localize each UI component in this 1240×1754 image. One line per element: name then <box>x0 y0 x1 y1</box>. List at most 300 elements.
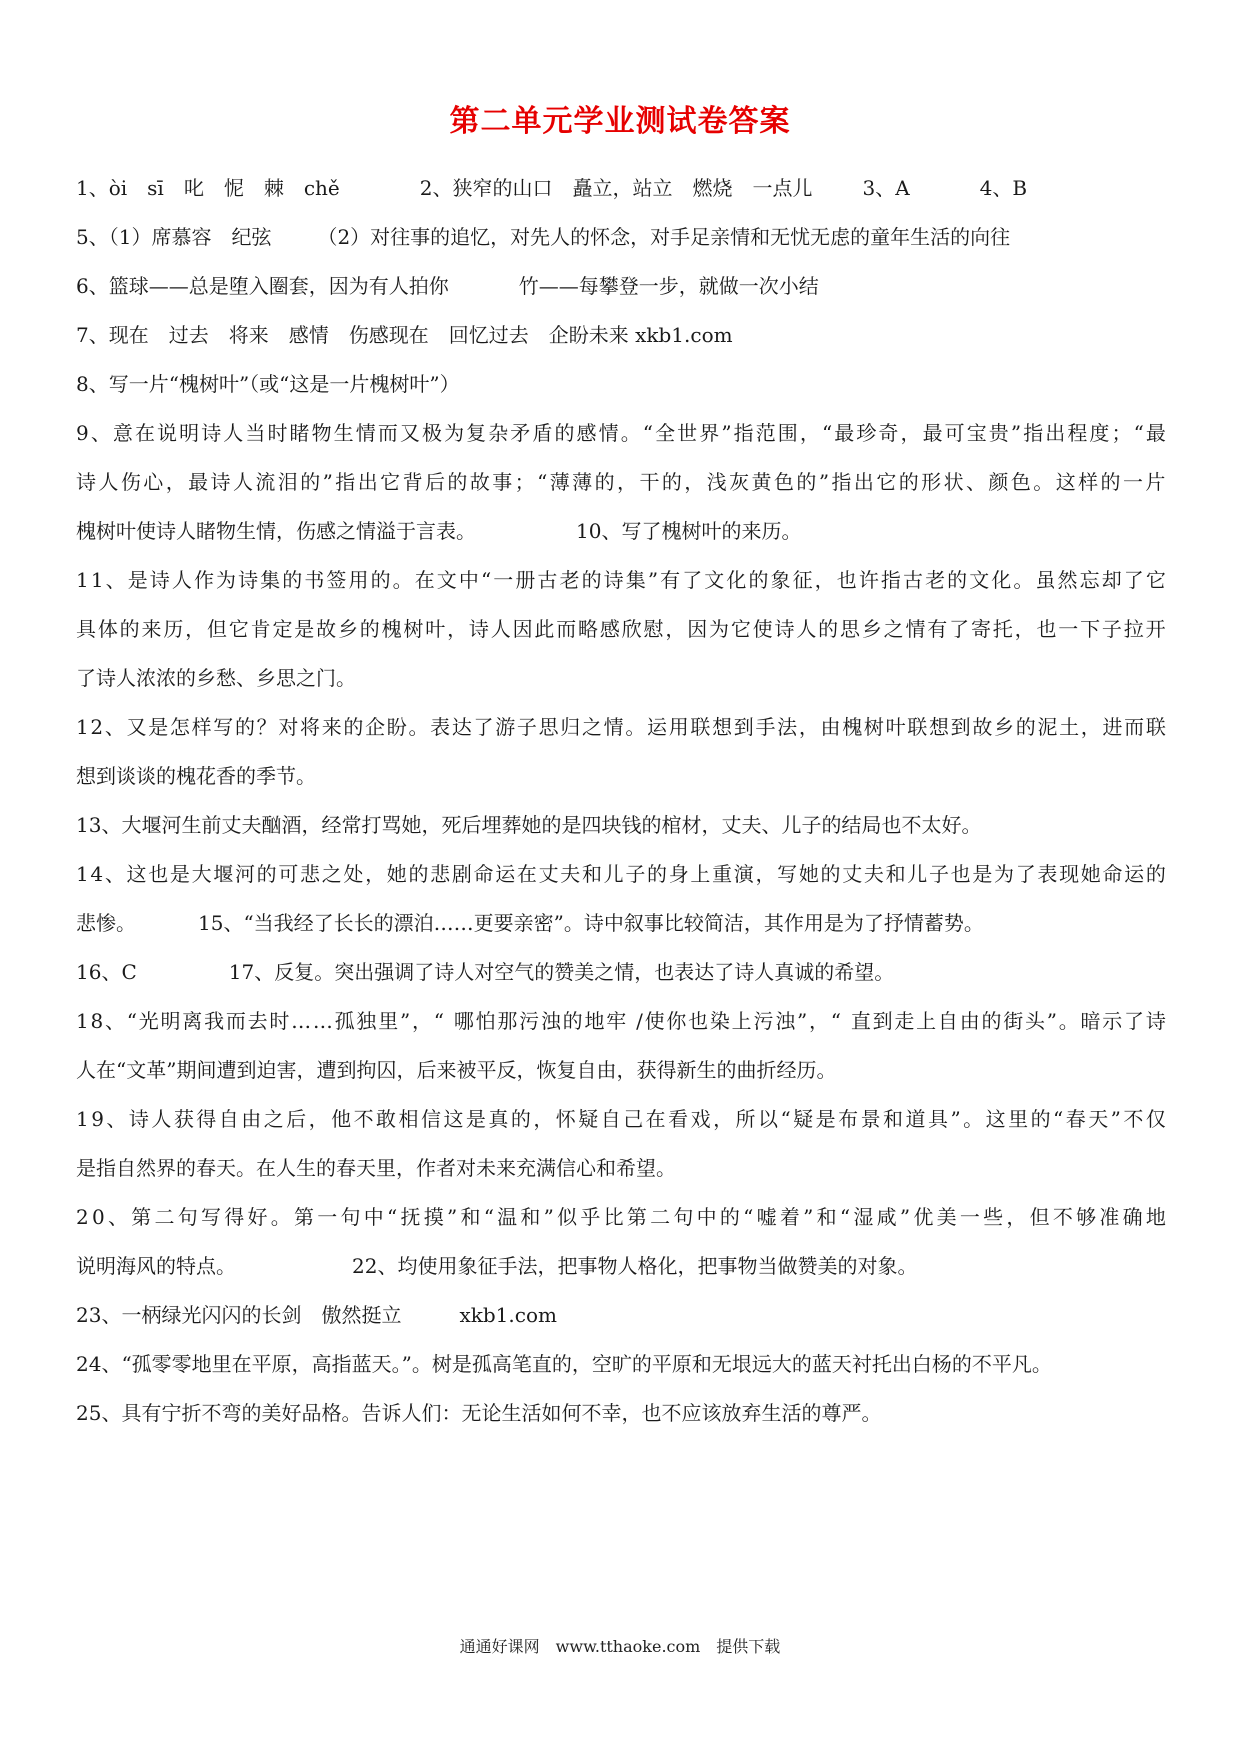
answer-char: 和 <box>885 862 906 886</box>
answer-char: 征 <box>792 568 813 592</box>
answer-char: 子 <box>1101 617 1122 641</box>
answer-char: “ <box>537 470 548 494</box>
answer-char: 嘘 <box>756 1205 777 1229</box>
answer-char: 界 <box>699 421 720 445</box>
answer-char: 1 <box>76 715 89 739</box>
answer-char: 有 <box>927 617 948 641</box>
answer-char: 用 <box>668 715 689 739</box>
answer-char: 命 <box>1102 862 1123 886</box>
answer-char: 的 <box>562 1009 583 1033</box>
answer-char: 出 <box>853 470 874 494</box>
answer-char: ， <box>617 470 638 494</box>
answer-char: 的 <box>343 715 364 739</box>
answer-char: 她 <box>798 862 819 886</box>
answer-char: 集 <box>625 568 646 592</box>
answer-char: 生 <box>333 421 354 445</box>
answer-char: 看 <box>668 1107 689 1131</box>
answer-line <box>76 948 1166 997</box>
answer-char: 因 <box>687 617 708 641</box>
answer-char: 也 <box>950 862 971 886</box>
answer-char: “ <box>821 421 833 445</box>
answer-char: 古 <box>537 568 558 592</box>
answer-char: 写 <box>200 1205 221 1229</box>
answer-char: 1 <box>76 1009 89 1033</box>
answer-text: 5、（1）席慕容 纪弦 <box>76 225 272 249</box>
answer-line <box>76 1389 1166 1438</box>
answer-char: 是 <box>972 862 993 886</box>
answer-char: 疑 <box>793 1107 814 1131</box>
answer-char: 寄 <box>970 617 991 641</box>
answer-char: ， <box>814 568 835 592</box>
answer-line <box>76 507 1166 556</box>
answer-char: 时 <box>269 1009 290 1033</box>
answer-char: 也 <box>688 1009 709 1033</box>
answer-char: 一 <box>1058 617 1079 641</box>
answer-text: 22、均使用象征手法，把事物人格化，把事物当做赞美的对象。 <box>352 1254 918 1278</box>
answer-char: 在 <box>414 568 435 592</box>
answer-char: 乡 <box>994 715 1015 739</box>
answer-char: 宝 <box>966 421 987 445</box>
answer-char: 指 <box>880 568 901 592</box>
answer-char: 然 <box>1057 568 1078 592</box>
answer-line <box>76 899 1166 948</box>
answer-char: “ <box>480 568 492 592</box>
answer-char: 这 <box>443 1107 464 1131</box>
answer-char: “ <box>126 1009 137 1033</box>
answer-char: 物 <box>311 421 332 445</box>
answer-char: 范 <box>755 421 776 445</box>
answer-char: 地 <box>1145 1205 1166 1229</box>
answer-char: 的 <box>447 470 468 494</box>
answer-char: ， <box>799 421 820 445</box>
answer-char: 怎 <box>169 715 190 739</box>
answer-char: 运 <box>495 862 516 886</box>
answer-char: 化 <box>726 568 747 592</box>
answer-char: 杂 <box>488 421 509 445</box>
answer-text: 是指自然界的春天。在人生的春天里，作者对未来充满信心和希望。 <box>76 1156 676 1180</box>
answer-char: 使 <box>644 1009 665 1033</box>
answer-char: 情 <box>905 617 926 641</box>
answer-line <box>76 458 1166 507</box>
answer-char: 最 <box>1145 421 1166 445</box>
answer-char: 在 <box>645 1107 666 1131</box>
answer-char: 体 <box>97 617 118 641</box>
answer-char: 你 <box>666 1009 687 1033</box>
answer-char: 泥 <box>1037 715 1058 739</box>
answer-char: 想 <box>928 715 949 739</box>
answer-char: 而 <box>225 1009 246 1033</box>
answer-char: ， <box>1080 715 1101 739</box>
answer-text: 13、大堰河生前丈夫酗酒，经常打骂她，死后埋葬她的是四块钱的棺材，丈夫、儿子的结局也不太好。 <box>76 813 982 837</box>
answer-char: 又 <box>126 715 147 739</box>
answer-char: 夫 <box>560 862 581 886</box>
answer-text: 23、一柄绿光闪闪的长剑 傲然挺立 <box>76 1303 402 1327</box>
answer-char: 的 <box>898 470 919 494</box>
answer-char: 写 <box>777 862 798 886</box>
answer-char: 。 <box>408 715 429 739</box>
answer-char: 、 <box>104 715 125 739</box>
answer-char: 相 <box>398 1107 419 1131</box>
answer-char: ， <box>755 862 776 886</box>
answer-char: 不 <box>353 1107 374 1131</box>
answer-char: 抚 <box>400 1205 421 1229</box>
answer-char: 的 <box>1100 470 1121 494</box>
answer-char: 却 <box>1101 568 1122 592</box>
answer-char: 诗 <box>603 568 624 592</box>
answer-line <box>76 1340 1166 1389</box>
answer-char: 。 <box>392 568 413 592</box>
answer-char: ， <box>411 1009 432 1033</box>
answer-text: 7、现在 过去 将来 感情 伤感现在 回忆过去 企盼未来 xkb1.com <box>76 323 733 347</box>
answer-char: 状 <box>943 470 964 494</box>
answer-char: 伤 <box>120 470 141 494</box>
answer-char: 1 <box>76 568 89 592</box>
answer-char: 为 <box>709 617 730 641</box>
answer-char: 诗 <box>238 568 259 592</box>
answer-text: 24、“孤零零地里在平原，高指蓝天。”。树是孤高笔直的，空旷的平原和无垠远大的蓝天衬托出白杨的不平凡。 <box>76 1352 1052 1376</box>
answer-char: 。 <box>620 421 641 445</box>
answer-char: 色 <box>773 470 794 494</box>
answer-char: 疑 <box>578 1107 599 1131</box>
answer-char: 心 <box>143 470 164 494</box>
answer-char: 的 <box>820 862 841 886</box>
answer-char: 敢 <box>376 1107 397 1131</box>
answer-char: 丈 <box>538 862 559 886</box>
answer-char: 第 <box>131 1205 152 1229</box>
answer-char: 和 <box>520 1205 541 1229</box>
answer-line <box>76 1144 1166 1193</box>
answer-char: 联 <box>1145 715 1166 739</box>
answer-char: 可 <box>278 862 299 886</box>
answer-char: 现 <box>1059 862 1080 886</box>
answer-char: 最 <box>188 470 209 494</box>
answer-char: ” <box>803 1205 814 1229</box>
answer-char: 运 <box>1124 862 1145 886</box>
answer-char: 己 <box>623 1107 644 1131</box>
answer-char: 有 <box>660 568 681 592</box>
answer-char: 是 <box>169 862 190 886</box>
answer-text: 竹——每攀登一步，就做一次小结 <box>518 274 819 298</box>
answer-char: 矛 <box>510 421 531 445</box>
answer-char: 头 <box>1024 1009 1045 1033</box>
answer-char: 土 <box>1059 715 1080 739</box>
answer-char: 自 <box>600 1107 621 1131</box>
answer-char: 地 <box>584 1009 605 1033</box>
answer-char: “ <box>1133 421 1144 445</box>
answer-char: 够 <box>1076 1205 1097 1229</box>
answer-line <box>76 752 1166 801</box>
answer-char: 夫 <box>863 862 884 886</box>
answer-char: ” <box>647 568 659 592</box>
answer-char: 4 <box>90 862 104 886</box>
answer-char: 独 <box>356 1009 377 1033</box>
answer-char: 虽 <box>1035 568 1056 592</box>
answer-char: 天 <box>1088 1107 1109 1131</box>
answer-char: 命 <box>473 862 494 886</box>
answer-char: 摸 <box>423 1205 444 1229</box>
answer-text: 说明海风的特点。 <box>76 1254 236 1278</box>
answer-char: 、 <box>105 568 126 592</box>
answer-char: 进 <box>1102 715 1123 739</box>
answer-char: 牢 <box>606 1009 627 1033</box>
answer-char: 拉 <box>1123 617 1144 641</box>
answer-char: 最 <box>834 421 855 445</box>
answer-char: 文 <box>436 568 457 592</box>
answer-char: 之 <box>321 862 342 886</box>
answer-char: ， <box>808 1009 829 1033</box>
answer-char: 浅 <box>706 470 727 494</box>
answer-char: 了 <box>682 568 703 592</box>
answer-char: 和 <box>460 1205 481 1229</box>
answer-char: 二 <box>650 1205 671 1229</box>
answer-line <box>76 1242 1166 1291</box>
answer-char: 准 <box>1099 1205 1120 1229</box>
answer-char: 指 <box>335 470 356 494</box>
answer-char: 归 <box>560 715 581 739</box>
answer-char: 确 <box>1122 1205 1143 1229</box>
answer-char: 走 <box>894 1009 915 1033</box>
answer-char: 儿 <box>603 862 624 886</box>
answer-char: ” <box>1010 421 1022 445</box>
answer-char: 诗 <box>210 470 231 494</box>
answer-char: 得 <box>196 1107 217 1131</box>
answer-char: 到 <box>872 1009 893 1033</box>
answer-char: 悲 <box>300 862 321 886</box>
answer-char: ” <box>543 1205 554 1229</box>
answer-char: 指 <box>733 421 754 445</box>
answer-char: 感 <box>576 421 597 445</box>
answer-char: 表 <box>1037 862 1058 886</box>
answer-char: ” <box>399 1009 411 1033</box>
answer-char: 人 <box>223 421 244 445</box>
answer-line <box>76 850 1166 899</box>
answer-char: “ <box>433 1009 444 1033</box>
answer-char: ， <box>533 1107 554 1131</box>
answer-char: 但 <box>206 617 227 641</box>
answer-text: 2、狭窄的山口 矗立，站立 燃烧 一点儿 <box>419 176 813 200</box>
answer-char: 叶 <box>885 715 906 739</box>
answer-char: 污 <box>519 1009 540 1033</box>
answer-char: 片 <box>1145 470 1166 494</box>
answer-char: 0 <box>91 1205 105 1229</box>
answer-char: 将 <box>300 715 321 739</box>
answer-char: 着 <box>779 1205 800 1229</box>
answer-char: 自 <box>218 1107 239 1131</box>
answer-char: 的 <box>282 568 303 592</box>
answer-char: 它 <box>1145 568 1166 592</box>
answer-char: 达 <box>451 715 472 739</box>
answer-char: 的 <box>647 862 668 886</box>
answer-char: 演 <box>733 862 754 886</box>
answer-char: 感 <box>599 617 620 641</box>
answer-char: 乡 <box>861 617 882 641</box>
answer-char: 的 <box>554 421 575 445</box>
answer-char: 出 <box>357 470 378 494</box>
answer-char: 使 <box>752 617 773 641</box>
answer-line <box>76 1046 1166 1095</box>
answer-char: 、 <box>106 1107 127 1131</box>
answer-char: 之 <box>581 715 602 739</box>
answer-char: 睹 <box>289 421 310 445</box>
answer-char: 、 <box>105 1009 125 1033</box>
answer-char: 。 <box>270 1205 291 1229</box>
answer-char: 戏 <box>690 1107 711 1131</box>
answer-char: 河 <box>234 862 255 886</box>
answer-char: 9 <box>76 421 89 445</box>
answer-char: 的 <box>510 1107 531 1131</box>
answer-char: 联 <box>907 715 928 739</box>
answer-line <box>76 654 1166 703</box>
answer-char: 布 <box>838 1107 859 1131</box>
answer-char: 的 <box>796 470 817 494</box>
answer-char: 上 <box>731 1009 752 1033</box>
answer-char: 光 <box>138 1009 159 1033</box>
answer-char: 它 <box>876 470 897 494</box>
answer-char: 和 <box>581 862 602 886</box>
answer-char: 的 <box>1145 862 1166 886</box>
answer-char: 欣 <box>621 617 642 641</box>
answer-char: 故 <box>316 617 337 641</box>
answer-char: 指 <box>831 470 852 494</box>
answer-char: 样 <box>1078 470 1099 494</box>
answer-char: 慰 <box>643 617 664 641</box>
answer-char: 后 <box>424 470 445 494</box>
answer-char: ” <box>1110 1107 1121 1131</box>
answer-text: 15、“当我经了长长的漂泊……更要亲密”。诗中叙事比较简洁，其作用是为了抒情蓄势。 <box>198 911 984 935</box>
answer-char: 中 <box>458 568 479 592</box>
answer-char: 集 <box>260 568 281 592</box>
answer-char: 和 <box>883 1107 904 1131</box>
answer-char: 是 <box>294 617 315 641</box>
answer-char: 离 <box>182 1009 203 1033</box>
answer-char: 奇 <box>878 421 899 445</box>
answer-char: 示 <box>1102 1009 1123 1033</box>
answer-char: “ <box>386 1205 398 1229</box>
answer-char: 。 <box>625 715 646 739</box>
answer-char: 诗 <box>1145 1009 1166 1033</box>
answer-text: 17、反复。突出强调了诗人对空气的赞美之情，也表达了诗人真诚的希望。 <box>228 960 895 984</box>
answer-char: 故 <box>972 715 993 739</box>
answer-char: 来 <box>321 715 342 739</box>
answer-char: 、 <box>90 421 111 445</box>
answer-char: “ <box>483 1205 494 1229</box>
answer-char: 情 <box>598 421 619 445</box>
answer-char: 又 <box>399 421 420 445</box>
answer-char: 了 <box>473 715 494 739</box>
answer-char: 悲 <box>430 862 451 886</box>
answer-char: 世 <box>677 421 698 445</box>
answer-text: 3、A <box>862 176 910 200</box>
answer-char: 因 <box>512 617 533 641</box>
answer-char: 也 <box>836 568 857 592</box>
answer-char: 时 <box>267 421 288 445</box>
answer-char: 些 <box>983 1205 1004 1229</box>
answer-line <box>76 213 1166 262</box>
answer-char: 出 <box>1045 421 1066 445</box>
answer-char: ， <box>447 617 468 641</box>
answer-char: ” <box>446 1205 458 1229</box>
answer-char: 之 <box>883 617 904 641</box>
answer-char: ， <box>900 421 921 445</box>
answer-line <box>76 409 1166 458</box>
page-footer: 通通好课网 www.tthaoke.com 提供下载 <box>459 1637 781 1656</box>
answer-char: 丈 <box>842 862 863 886</box>
answer-char: 人 <box>151 1107 172 1131</box>
answer-char: “ <box>780 1107 791 1131</box>
answer-line <box>76 1193 1166 1242</box>
answer-char: 树 <box>403 617 424 641</box>
answer-char: 贵 <box>988 421 1009 445</box>
answer-char: 但 <box>1029 1205 1050 1229</box>
answer-text: 6、篮球——总是堕入圈套，因为有人拍你 <box>76 274 449 298</box>
answer-char: 薄 <box>549 470 570 494</box>
answer-char: 样 <box>191 715 212 739</box>
answer-char: 一 <box>959 1205 980 1229</box>
answer-char: 灰 <box>729 470 750 494</box>
answer-char: 人 <box>796 617 817 641</box>
answer-char: 了 <box>949 617 970 641</box>
answer-line <box>76 1095 1166 1144</box>
answer-char: 直 <box>850 1009 871 1033</box>
answer-char: 大 <box>191 862 212 886</box>
answer-char: 复 <box>466 421 487 445</box>
answer-char: 。 <box>1058 1009 1079 1033</box>
answer-char: 了 <box>1123 568 1144 592</box>
answer-char: 由 <box>959 1009 980 1033</box>
answer-char: 开 <box>1145 617 1166 641</box>
answer-char: ” <box>818 470 830 494</box>
answer-char: 自 <box>937 1009 958 1033</box>
answer-char: 泪 <box>277 470 298 494</box>
answer-text: 了诗人浓浓的乡愁、乡思之门。 <box>76 666 356 690</box>
answer-char: “ <box>830 1009 841 1033</box>
answer-char: 子 <box>516 715 537 739</box>
answer-char: … <box>312 1009 333 1033</box>
answer-char: 人 <box>490 617 511 641</box>
answer-char: 的 <box>359 617 380 641</box>
answer-char: 具 <box>927 1107 948 1131</box>
answer-char: 身 <box>668 862 689 886</box>
answer-char: 手 <box>755 715 776 739</box>
answer-text: 1、òi sī 叱 怩 棘 chě <box>76 176 340 200</box>
answer-char: 诗 <box>149 568 170 592</box>
answer-char: 度 <box>1089 421 1110 445</box>
answer-char: ， <box>713 1107 734 1131</box>
answer-char: 古 <box>902 568 923 592</box>
answer-char: 诗 <box>774 617 795 641</box>
answer-char: 背 <box>402 470 423 494</box>
answer-char: 的 <box>1015 715 1036 739</box>
answer-char: “ <box>642 421 653 445</box>
answer-char: 全 <box>655 421 676 445</box>
answer-char: 的 <box>748 568 769 592</box>
answer-char: 联 <box>690 715 711 739</box>
answer-char: 历 <box>163 617 184 641</box>
answer-char: 污 <box>753 1009 774 1033</box>
answer-text: 槐树叶使诗人睹物生情，伤感之情溢于言表。 <box>76 519 476 543</box>
answer-char: 了 <box>1124 1009 1145 1033</box>
answer-char: 的 <box>661 470 682 494</box>
answer-char: 此 <box>534 617 555 641</box>
answer-char: 仅 <box>1145 1107 1166 1131</box>
answer-char: 儿 <box>907 862 928 886</box>
answer-char: 珍 <box>856 421 877 445</box>
answer-char: 9 <box>91 1107 104 1131</box>
answer-char: 也 <box>1036 617 1057 641</box>
answer-char: 色 <box>1010 470 1031 494</box>
answer-char: 的 <box>981 1009 1002 1033</box>
answer-char: 用 <box>348 568 369 592</box>
